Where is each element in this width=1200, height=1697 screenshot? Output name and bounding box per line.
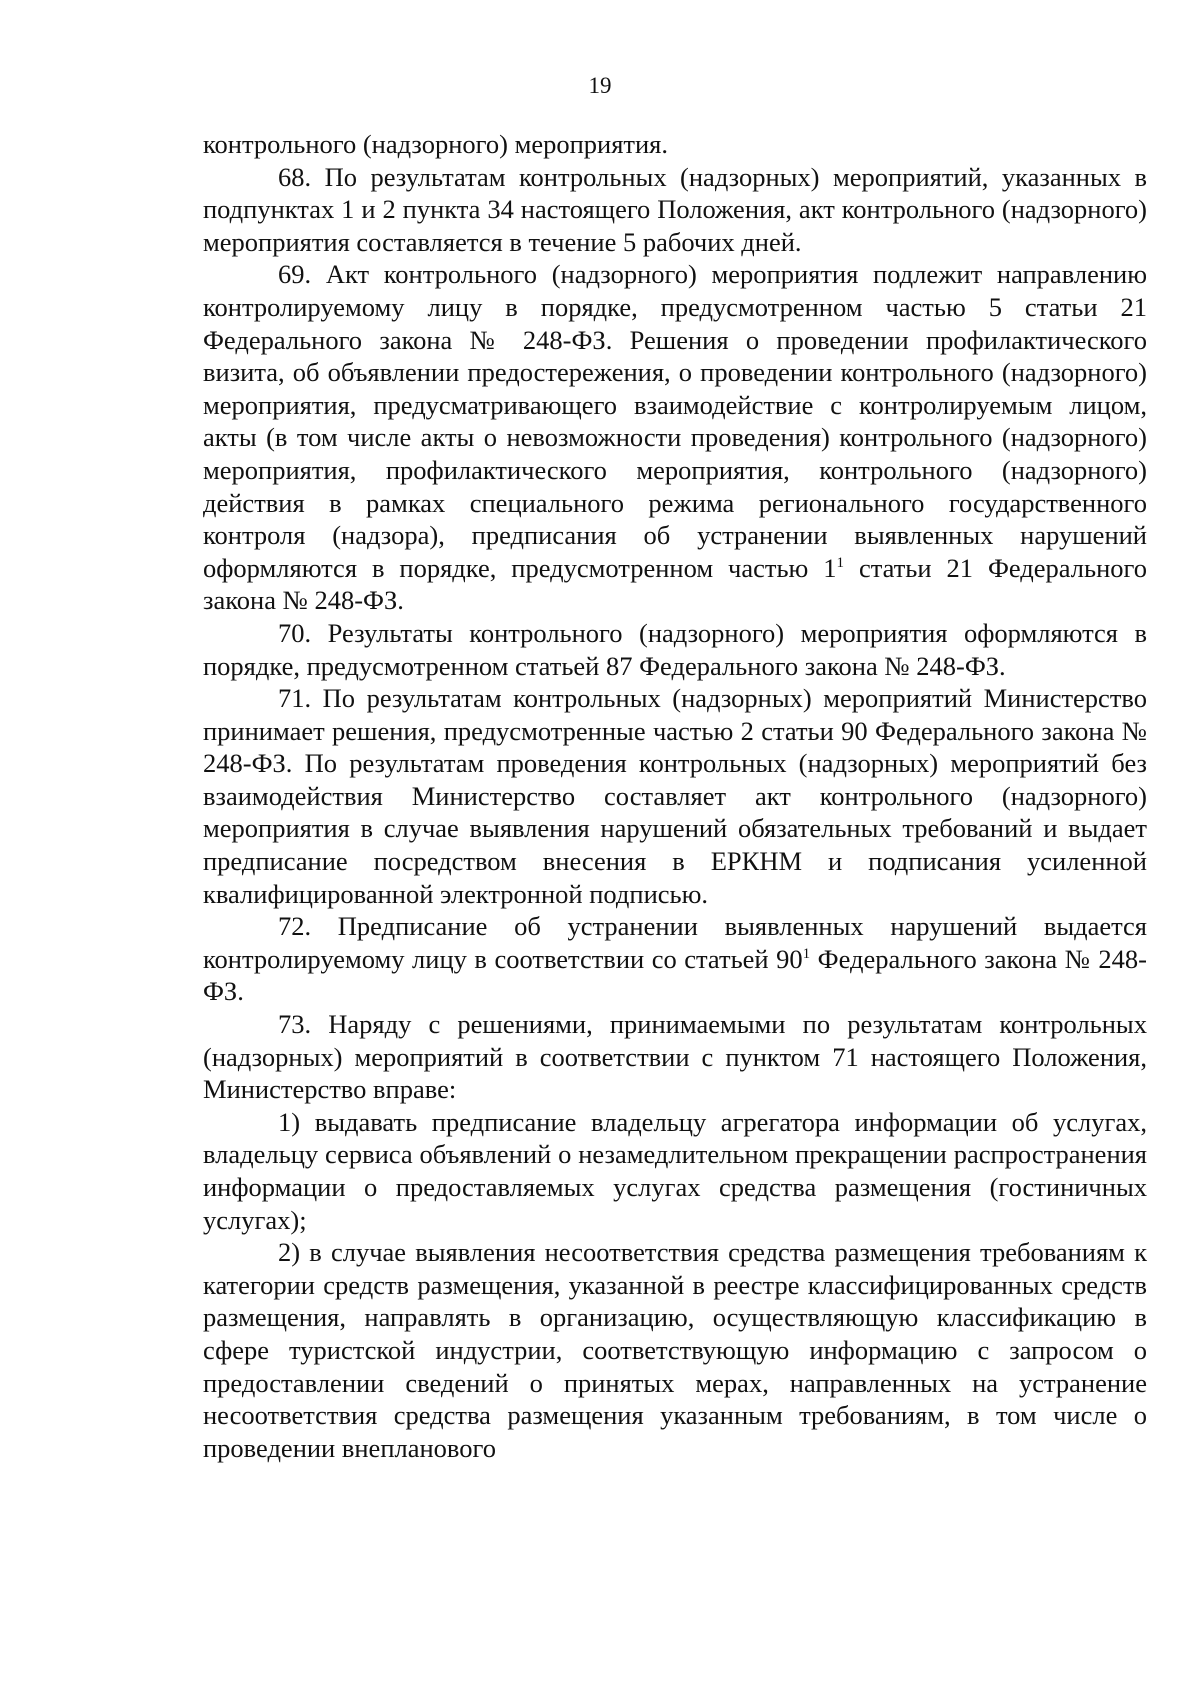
document-body — [203, 128, 1147, 1464]
paragraph-69 — [203, 258, 1147, 617]
paragraph-71: 71. По результатам контрольных (надзорных) мероприятий Министерство принимает решения, предусмотренные частью 2 статьи 90 Федерального закона № 248-ФЗ. По результатам проведения контрольных (надзорных) мероприятий без взаимодействия Министерство составляет акт контрольного (надзорного) мероприятия в случае выявления нарушений обязательных требований и выдает предписание посредством внесения в ЕРКНМ и подписания усиленной квалифицированной электронной подписью. — [203, 683, 1147, 909]
paragraph-69-text-a: 69. Акт контрольного (надзорного) мероприятия подлежит направлению контролируемому лицу в порядке, предусмотренном частью 5 статьи 21 Федерального закона № 248-ФЗ. Решения о проведении профилактического визита, об объявлении предостережения, о проведении контрольного (надзорного) мероприятия, предусматривающего взаимодействие с контролируемым лицом, акты (в том числе акты о невозможности проведения) контрольного (надзорного) мероприятия, профилактического мероприятия, контрольного (надзорного) действия в рамках специального режима регионального государственного контроля (надзора), предписания об устранении выявленных нарушений оформляются в порядке, предусмотренном частью 1 — [203, 259, 1147, 583]
paragraph-68: 68. По результатам контрольных (надзорных) мероприятий, указанных в подпунктах 1 и 2 пункта 34 настоящего Положения, акт контрольного (надзорного) мероприятия составляется в течение 5 рабочих дней. — [203, 161, 1147, 257]
paragraph-72-text-a: 72. Предписание об устранении выявленных нарушений выдается контролируемому лицу в соответствии со статьей 90 — [203, 911, 1147, 974]
paragraph-73-item-2: 2) в случае выявления несоответствия средства размещения требованиям к категории средств размещения, указанной в реестре классифицированных средств размещения, направлять в организацию, осуществляющую классификацию в сфере туристской индустрии, соответствующую информацию с запросом о предоставлении сведений о принятых мерах, направленных на устранение несоответствия средства размещения указанным требованиям, в том числе о проведении внепланового — [203, 1237, 1147, 1463]
paragraph-continuation: контрольного (надзорного) мероприятия. — [203, 129, 668, 159]
page-number: 19 — [588, 73, 612, 98]
paragraph-73-item-1: 1) выдавать предписание владельцу агрегатора информации об услугах, владельцу сервиса объявлений о незамедлительном прекращении распространения информации о предоставляемых услугах средства размещения (гостиничных услугах); — [203, 1106, 1147, 1235]
paragraph-72 — [203, 910, 1147, 1008]
paragraph-70: 70. Результаты контрольного (надзорного) мероприятия оформляются в порядке, предусмотренном статьей 87 Федерального закона № 248-ФЗ. — [203, 617, 1147, 681]
paragraph-72-text-b: Федерального закона № 248-ФЗ. — [203, 943, 1148, 1007]
paragraph-73: 73. Наряду с решениями, принимаемыми по результатам контрольных (надзорных) мероприятий в соответствии с пунктом 71 настоящего Положения, Министерство вправе: — [203, 1009, 1147, 1105]
paragraph-69-superscript: 1 — [836, 554, 845, 571]
paragraph-69-text-b: статьи 21 Федерального закона № 248-ФЗ. — [203, 552, 1147, 616]
paragraph-72-superscript: 1 — [802, 945, 811, 962]
